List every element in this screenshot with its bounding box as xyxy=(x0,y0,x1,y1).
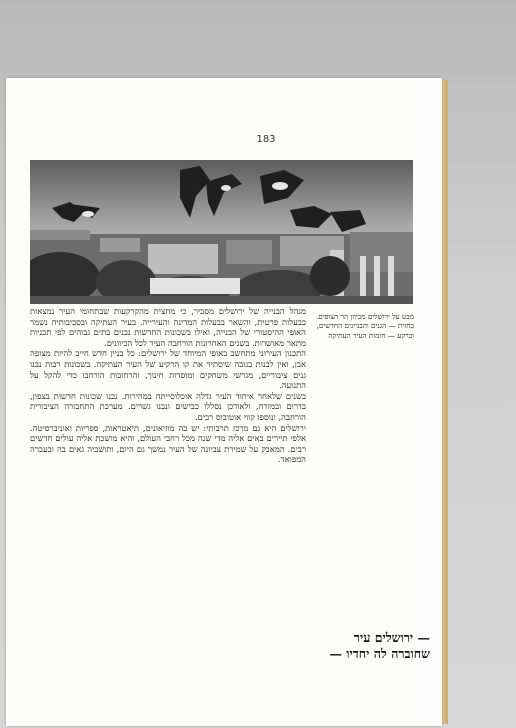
article-body xyxy=(30,306,306,465)
body-paragraph: ירושלים היא גם מרכז תרבותי: יש בה מוזיאונים, תיאטראות, ספריות ואוניברסיטה. אלפי תיירים באים אליה מדי שנה מכל רחבי העולם, והיא מושכת אליה עולים חדשים רבים. המאבק על שמירת צביונה של העיר נמשך גם היום, ותושביה גאים בה ובעברה המפואר. xyxy=(30,422,306,465)
photo-caption: מבט על ירושלים מכיוון הר הצופים. בחזית — הגנים והבניינים החדשים, וברקע — חומות העיר העתיקה xyxy=(316,312,414,340)
pull-quote: — ירושלים עיר שחוברה לה יחדיו — xyxy=(329,630,430,661)
page-number: 183 xyxy=(256,134,276,145)
body-paragraph: התכנון העירוני מתחשב באופי המיוחד של ירושלים: כל בניין חדש חייב להיות מצופה אבן, ואין לבנות בגובה שיסתיר את קו הרקיע של העיר העתיקה. בשכונות רבות נבנו גנים ציבוריים, מגרשי משחקים ומוסדות חינוך, והרחובות הורחבו כדי להקל על התנועה. xyxy=(30,348,306,391)
photo-of-city-with-birds-icon xyxy=(30,160,413,304)
city-photo xyxy=(30,160,413,304)
body-paragraph: מנהל הבנייה של ירושלים מסביר, כי מחצית מהקרקעות שבתחומי העיר נמצאות בבעלות פרטית, והשאר בבעלות המדינה והעירייה. בעיר העתיקה ובסביבותיה נשמר האופי ההיסטורי של הבנייה, ואילו בשכונות החדשות נבנים בתים גבוהים לפי תכניות מתאר מאושרות. בשנים האחרונות הורחבה העיר לכל הכיוונים. xyxy=(30,306,306,348)
body-paragraph: בשנים שלאחר איחוד העיר גדלה אוכלוסייתה במהירות. נבנו שכונות חדשות בצפון, בדרום ובמזרח, ולאורכן נסללו כבישים ונבנו גשרים. מערכת התחבורה הציבורית הורחבה, ונוספו קווי אוטובוס רבים. xyxy=(30,390,306,422)
